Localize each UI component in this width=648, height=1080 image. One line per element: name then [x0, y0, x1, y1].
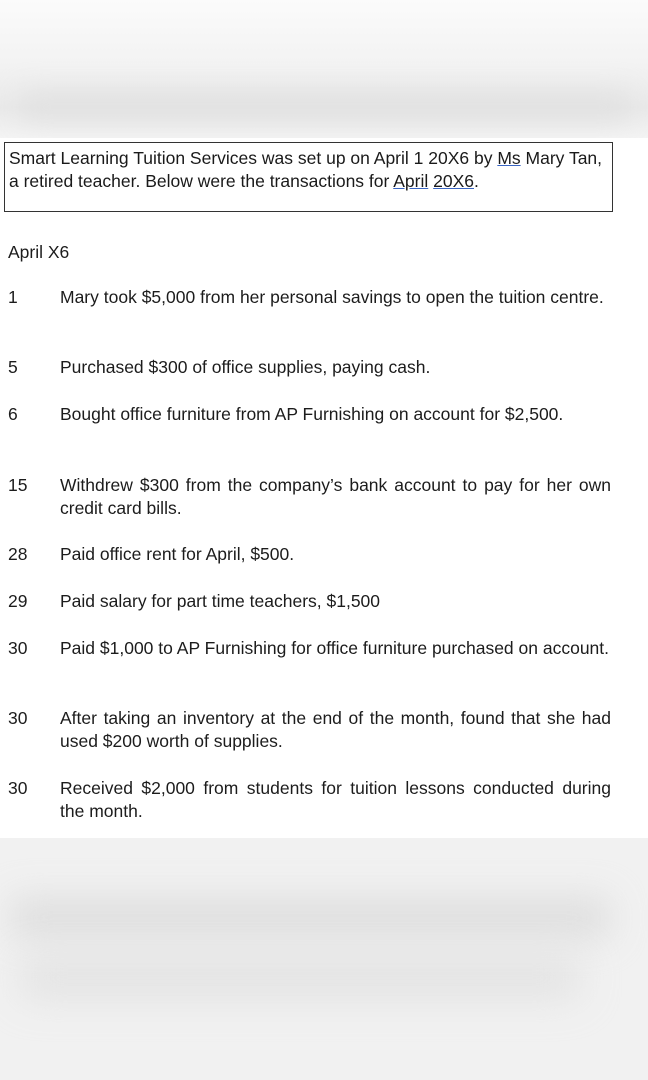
transaction-description: After taking an inventory at the end of the month, found that she had used $200 worth of supplies. — [60, 708, 611, 751]
transaction-day: 5 — [8, 357, 18, 377]
intro-text-ms: Ms — [497, 148, 521, 168]
transaction-day: 30 — [8, 708, 28, 728]
intro-text-part1: Smart Learning Tuition Services was set up on April 1 20X6 by — [9, 148, 498, 168]
intro-text-end: . — [474, 171, 479, 191]
blurred-bottom-area — [0, 838, 648, 1080]
transaction-description: Paid salary for part time teachers, $1,500 — [60, 591, 381, 611]
intro-text-part2: Mary Tan, a retired teacher. Below were the transactions for — [9, 148, 603, 191]
transaction-day: 28 — [8, 544, 28, 564]
transaction-description: Bought office furniture from AP Furnishing on account for $2,500. — [60, 404, 564, 424]
transaction-description: Withdrew $300 from the company’s bank account to pay for her own credit card bills. — [60, 475, 611, 518]
transaction-description: Received $2,000 from students for tuition lessons conducted during the month. — [60, 778, 611, 821]
transaction-description: Paid office rent for April, $500. — [60, 544, 295, 564]
blurred-text-smear — [20, 958, 580, 998]
transaction-day: 30 — [8, 638, 28, 658]
transaction-day: 1 — [8, 287, 18, 307]
transaction-day: 15 — [8, 475, 28, 495]
intro-text-year: 20X6 — [433, 171, 474, 191]
month-heading: April X6 — [8, 242, 70, 262]
transaction-day: 6 — [8, 404, 18, 424]
transaction-description: Paid $1,000 to AP Furnishing for office furniture purchased on account. — [60, 638, 610, 658]
transaction-day: 29 — [8, 591, 28, 611]
blurred-top-area — [0, 0, 648, 138]
intro-text-box — [4, 142, 613, 212]
document-page — [0, 138, 648, 838]
blurred-text-smear — [20, 92, 630, 122]
transaction-description: Purchased $300 of office supplies, paying cash. — [60, 357, 431, 377]
blurred-text-smear — [10, 898, 610, 938]
intro-text-april: April — [393, 171, 429, 191]
transaction-description: Mary took $5,000 from her personal savings to open the tuition centre. — [60, 287, 604, 307]
transaction-day: 30 — [8, 778, 28, 798]
